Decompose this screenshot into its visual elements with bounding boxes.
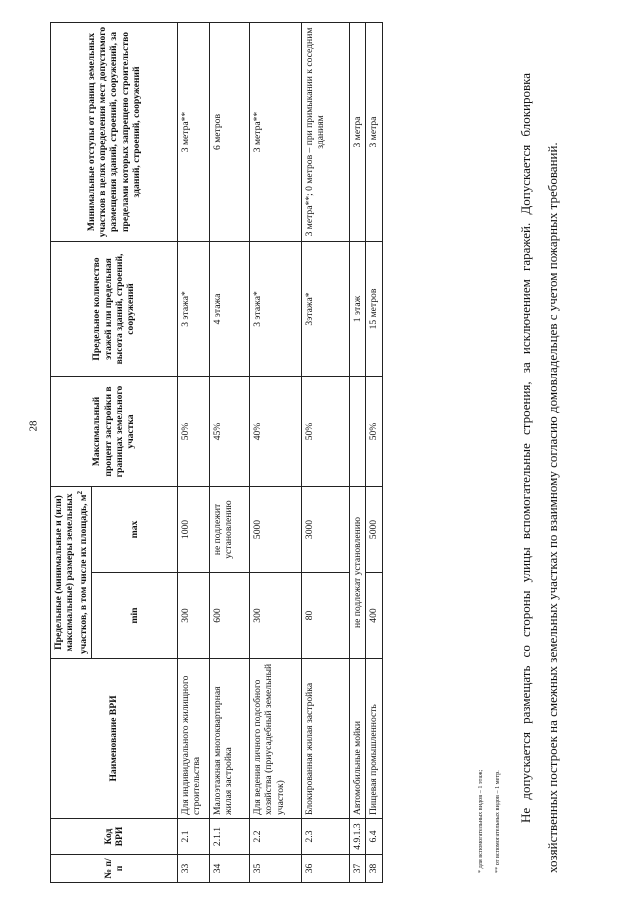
row-setback: 3 метра** <box>250 23 302 242</box>
row-max: 5000 <box>366 487 382 573</box>
row-setback: 6 метров <box>210 23 250 242</box>
row-max: не подлежит установлению <box>210 487 250 573</box>
header-floors: Предельное количество этажей или предельная высота зданий, строений, сооружений <box>51 242 178 377</box>
header-min: min <box>92 573 178 659</box>
table-row <box>366 23 382 883</box>
footnote-2: ** от вспомогательных видов – 1 метр. <box>494 770 501 873</box>
page-number: 28 <box>27 420 40 432</box>
row-floors: 15 метров <box>366 242 382 377</box>
row-num: 38 <box>366 855 382 883</box>
rotated-page-content <box>40 13 600 893</box>
row-setback: 3 метра**; 0 метров – при примыкании к соседним зданиям <box>302 23 350 242</box>
row-setback: 3 метра <box>366 23 382 242</box>
footnote-1: * для вспомогательных видов – 1 этаж; <box>477 769 484 873</box>
header-code: Код ВРИ <box>51 819 178 855</box>
header-max: max <box>92 487 178 573</box>
row-code: 2.1.1 <box>210 819 250 855</box>
row-num: 33 <box>178 855 210 883</box>
row-name: Блокированная жилая застройка <box>302 659 350 819</box>
row-min: 400 <box>366 573 382 659</box>
row-percent: 40% <box>250 377 302 487</box>
header-setback: Минимальные отступы от границ земельных участков в целях определения мест допустимого размещения зданий, строений, сооружений, за пределами которых запрещено строительство зданий, строений, сооружений <box>51 23 178 242</box>
table-row <box>210 23 250 883</box>
row-name: Малоэтажная многоквартирная жилая застройка <box>210 659 250 819</box>
row-min: 300 <box>178 573 210 659</box>
row-max: 3000 <box>302 487 350 573</box>
header-area-group: Предельные (минимальные и (или) максимальные) размеры земельных участков, в том числе их площадь, $м^2$ <box>51 487 92 659</box>
row-num: 35 <box>250 855 302 883</box>
row-floors: 3этажа* <box>302 242 350 377</box>
row-floors: 4 этажа <box>210 242 250 377</box>
table-row <box>350 23 366 883</box>
body-paragraph: Не допускается размещать со стороны улицы вспомогательные строения, за исключением гаражей. Допускается блокировка хозяйственных построек на смежных земельных участках по взаимному согласию домовладельцев с учетом пожарных требований. <box>518 73 560 873</box>
row-percent: 50% <box>178 377 210 487</box>
row-floors: 1 этаж <box>350 242 366 377</box>
row-code: 2.3 <box>302 819 350 855</box>
row-num: 36 <box>302 855 350 883</box>
row-max: 5000 <box>250 487 302 573</box>
row-percent: 50% <box>302 377 350 487</box>
row-code: 6.4 <box>366 819 382 855</box>
row-floors: 3 этажа* <box>178 242 210 377</box>
row-num: 37 <box>350 855 366 883</box>
row-code: 4.9.1.3 <box>350 819 366 855</box>
row-percent: 45% <box>210 377 250 487</box>
table-row <box>302 23 350 883</box>
row-min: 600 <box>210 573 250 659</box>
row-merged-area: не подлежат установлению <box>350 487 366 659</box>
row-percent <box>350 377 366 487</box>
row-name: Для ведения личного подсобного хозяйства (приусадебный земельный участок) <box>250 659 302 819</box>
row-min: 80 <box>302 573 350 659</box>
row-percent: 50% <box>366 377 382 487</box>
header-name: Наименование ВРИ <box>51 659 178 819</box>
table-row <box>178 23 210 883</box>
row-name: Пищевая промышленность <box>366 659 382 819</box>
row-code: 2.2 <box>250 819 302 855</box>
row-min: 300 <box>250 573 302 659</box>
row-setback: 3 метра <box>350 23 366 242</box>
table-row <box>250 23 302 883</box>
header-num: № п/п <box>51 855 178 883</box>
row-setback: 3 метра** <box>178 23 210 242</box>
row-name: Автомобильные мойки <box>350 659 366 819</box>
row-code: 2.1 <box>178 819 210 855</box>
row-name: Для индивидуального жилищного строительства <box>178 659 210 819</box>
row-floors: 3 этажа* <box>250 242 302 377</box>
header-percent: Максимальный процент застройки в границах земельного участка <box>51 377 178 487</box>
row-num: 34 <box>210 855 250 883</box>
row-max: 1000 <box>178 487 210 573</box>
zoning-table <box>50 22 383 883</box>
